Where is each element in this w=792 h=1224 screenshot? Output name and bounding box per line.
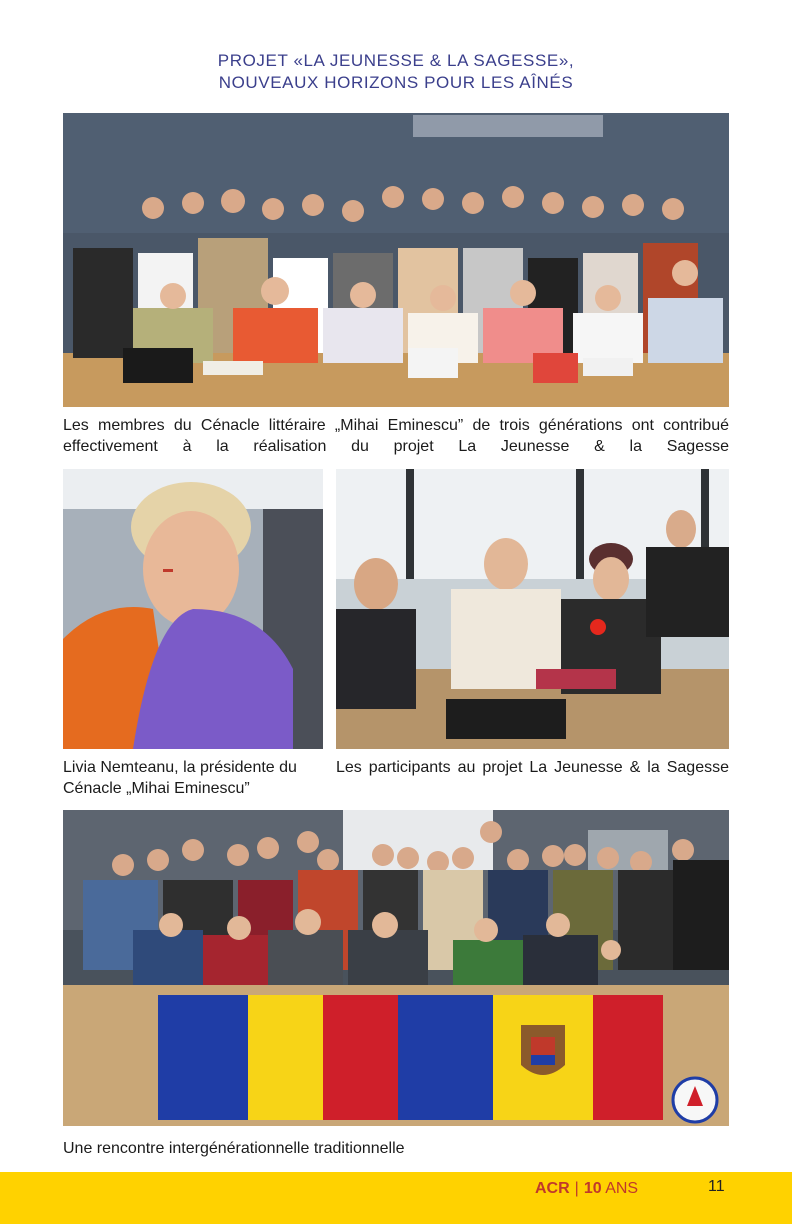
intergenerational-meeting-photo	[63, 810, 729, 1126]
participants-photo	[336, 469, 729, 749]
page-number: 11	[708, 1178, 725, 1195]
page-title	[0, 50, 792, 94]
photo4-caption: Une rencontre intergénérationnelle traditionnelle	[63, 1140, 405, 1157]
brand-separator: |	[574, 1180, 579, 1197]
photo3-caption: Les participants au projet La Jeunesse & la Sagesse	[336, 759, 729, 776]
footer-band	[0, 1172, 792, 1224]
photo1-caption: Les membres du Cénacle littéraire „Mihai Eminescu” de trois générations ont contribué effectivement à la réalisation du projet La Jeunesse & la Sagesse	[63, 417, 729, 455]
group-photo-cenacle	[63, 113, 729, 407]
title-line-1: PROJET «LA JEUNESSE & LA SAGESSE»,	[217, 51, 575, 70]
portrait-photo-livia	[63, 469, 323, 749]
brand-label	[535, 1180, 638, 1198]
brand-years: 10	[583, 1180, 602, 1197]
photo2-caption: Livia Nemteanu, la présidente du Cénacle „Mihai Eminescu”	[63, 759, 297, 797]
title-line-2: NOUVEAUX HORIZONS POUR LES AÎNÉS	[218, 73, 574, 92]
brand-acr: ACR	[535, 1180, 570, 1197]
brand-ans: ANS	[605, 1180, 639, 1197]
